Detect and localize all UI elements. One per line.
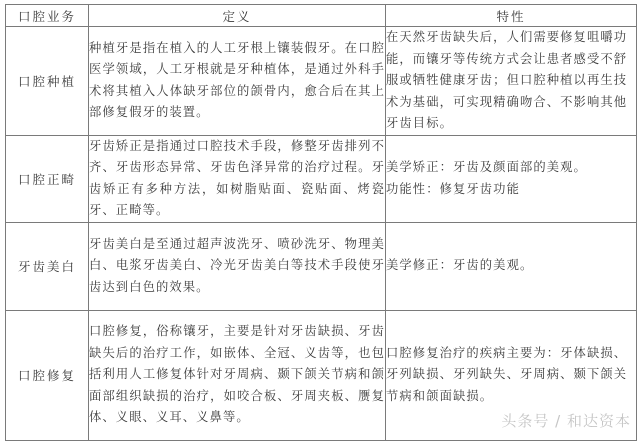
service-cell: 口腔修复 bbox=[6, 310, 89, 440]
definition-cell: 牙齿矫正是指通过口腔技术手段，修整牙齿排列不齐、牙齿形态异常、牙齿色泽异常的治疗过程。牙齿矫正有多种方法，如树脂贴面、瓷贴面、烤瓷牙、正畸等。 bbox=[89, 135, 386, 222]
table-row bbox=[6, 27, 637, 136]
table-row bbox=[6, 135, 637, 222]
table-row bbox=[6, 222, 637, 310]
features-cell bbox=[386, 27, 637, 136]
dental-services-table bbox=[5, 4, 637, 441]
feature-line: 美学修正：牙齿的美观。 bbox=[386, 258, 534, 273]
definition-cell: 口腔修复，俗称镶牙，主要是针对牙齿缺损、牙齿缺失后的治疗工作，如嵌体、全冠、义齿等，也包括利用人工修复体针对牙周病、颞下颌关节病和颌面部组织缺损的治疗，如咬合板、牙周夹板、赝复体、义眼、义耳、义鼻等。 bbox=[89, 310, 386, 440]
service-cell: 口腔种植 bbox=[6, 27, 89, 136]
service-cell: 牙齿美白 bbox=[6, 222, 89, 310]
feature-line: 在天然牙齿缺失后，人们需要修复咀嚼功能，而镶牙等传统方式会让患者感受不舒服或牺牲健康牙齿；但口腔种植以再生技术为基础，可实现精确吻合、不影响其他牙齿目标。 bbox=[386, 30, 628, 130]
features-cell bbox=[386, 222, 637, 310]
definition-cell: 种植牙是指在植入的人工牙根上镶装假牙。在口腔医学领域，人工牙根就是牙种植体，是通过外科手术将其植入人体缺牙部位的颌骨内，愈合后在其上部修复假牙的装置。 bbox=[89, 27, 386, 136]
service-cell: 口腔正畸 bbox=[6, 135, 89, 222]
header-features: 特性 bbox=[386, 5, 637, 27]
table-header-row bbox=[6, 5, 637, 27]
watermark: 头条号 / 和达资本 bbox=[501, 412, 631, 430]
feature-line: 口腔修复治疗的疾病主要为：牙体缺损、牙列缺损、牙列缺失、牙周病、颞下颌关节病和颌面缺损。 bbox=[386, 345, 628, 403]
header-definition: 定义 bbox=[89, 5, 386, 27]
feature-line: 美学矫正：牙齿及颜面部的美观。 bbox=[386, 160, 587, 174]
features-cell bbox=[386, 135, 637, 222]
feature-line: 功能性：修复牙齿功能 bbox=[386, 181, 520, 196]
header-service: 口腔业务 bbox=[6, 5, 89, 27]
definition-cell: 牙齿美白是至通过超声波洗牙、喷砂洗牙、物理美白、电浆牙齿美白、冷光牙齿美白等技术手段使牙齿达到白色的效果。 bbox=[89, 222, 386, 310]
